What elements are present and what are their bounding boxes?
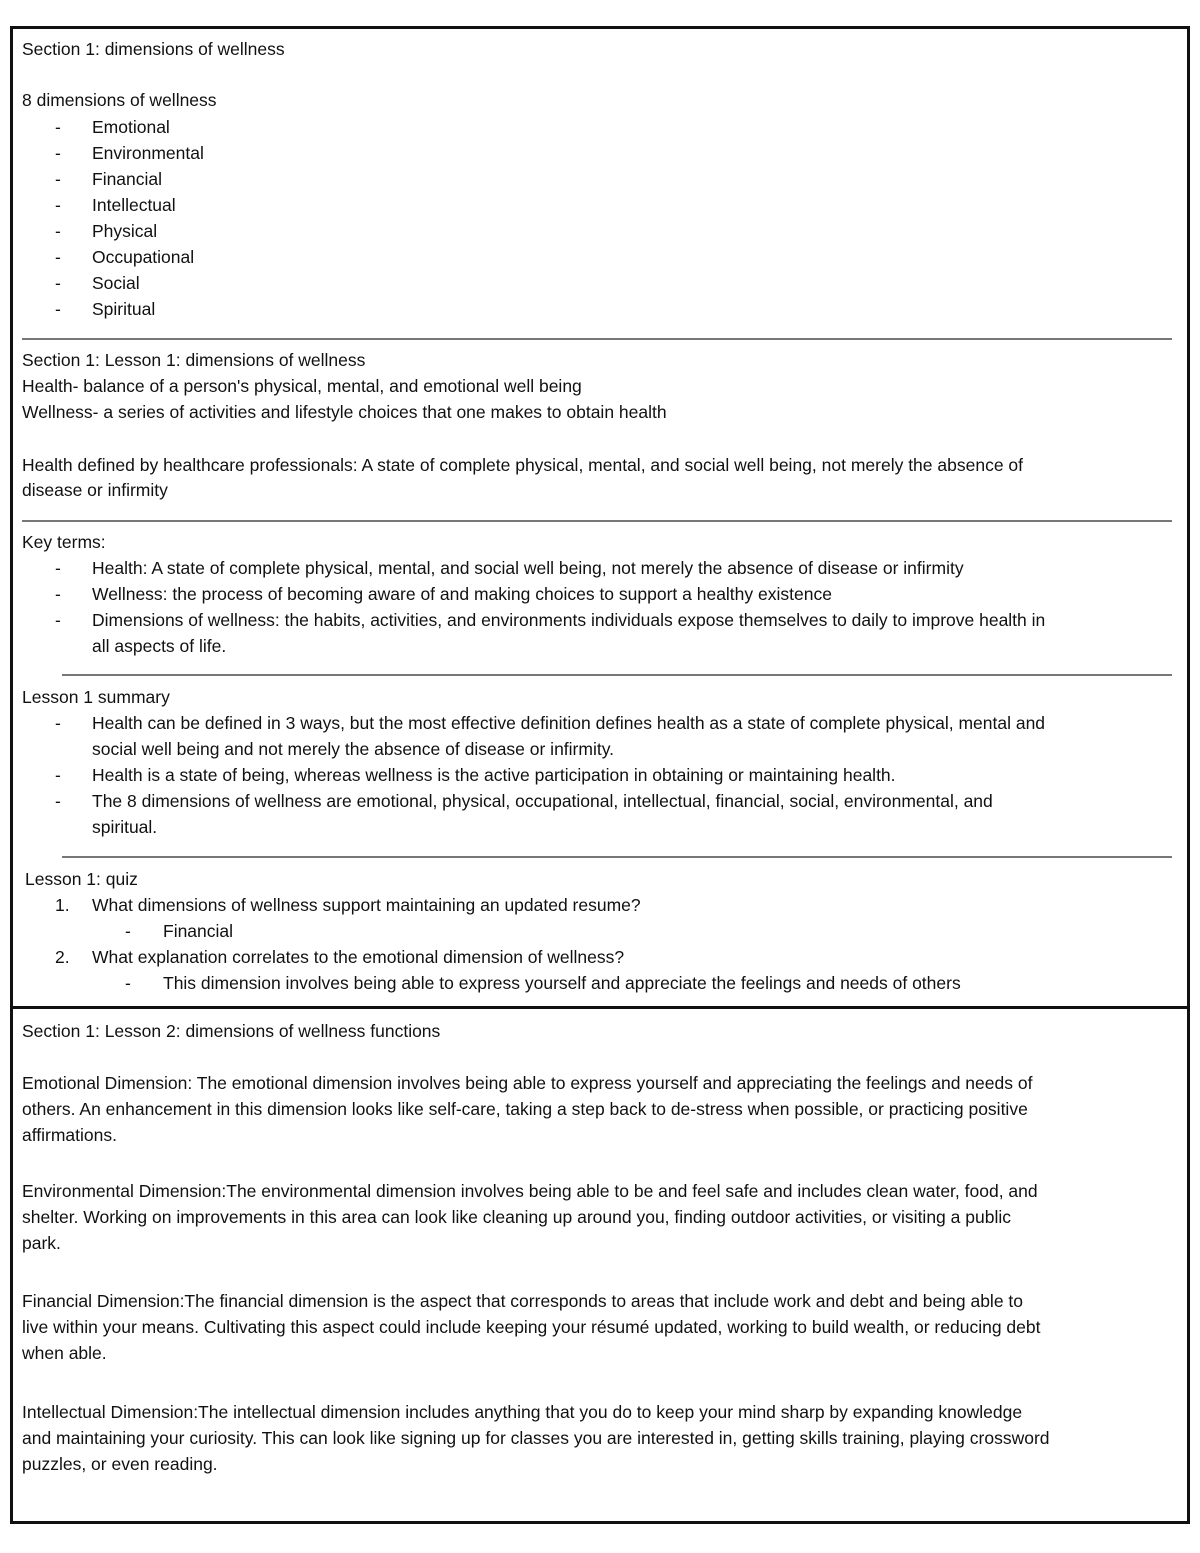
list-item: Intellectual	[92, 195, 176, 215]
key-terms-title: Key terms:	[22, 532, 106, 552]
summary-title: Lesson 1 summary	[22, 687, 170, 707]
emotional-paragraph-line: others. An enhancement in this dimension looks like self-care, taking a step back to de-stress when possible, or practicing positive	[22, 1099, 1028, 1119]
bullet-dash: -	[55, 117, 61, 137]
quiz-title: Lesson 1: quiz	[25, 869, 138, 889]
quiz-question: What explanation correlates to the emotional dimension of wellness?	[92, 947, 625, 967]
divider	[22, 520, 1172, 522]
financial-paragraph-line: when able.	[22, 1343, 107, 1363]
professional-definition-line: disease or infirmity	[22, 480, 168, 500]
emotional-paragraph-line: Emotional Dimension: The emotional dimension involves being able to express yourself and appreciating the feelings and needs of	[22, 1073, 1033, 1093]
summary-line: Health can be defined in 3 ways, but the most effective definition defines health as a state of complete physical, mental and	[92, 713, 1046, 733]
bullet-dash: -	[55, 558, 61, 578]
question-number: 1.	[55, 895, 70, 915]
summary-line: Health is a state of being, whereas wellness is the active participation in obtaining or maintaining health.	[92, 765, 896, 785]
section-1-title: Section 1: dimensions of wellness	[22, 39, 285, 59]
bullet-dash: -	[55, 610, 61, 630]
financial-paragraph-line: live within your means. Cultivating this aspect could include keeping your résumé updated, working to build wealth, or reducing debt	[22, 1317, 1041, 1337]
bullet-dash: -	[55, 584, 61, 604]
bullet-dash: -	[55, 273, 61, 293]
quiz-answer: Financial	[163, 921, 234, 941]
bullet-dash: -	[55, 221, 61, 241]
financial-paragraph-line: Financial Dimension:The financial dimension is the aspect that corresponds to areas that include work and debt and being able to	[22, 1291, 1024, 1311]
bullet-dash: -	[125, 973, 131, 993]
intellectual-paragraph-line: Intellectual Dimension:The intellectual dimension includes anything that you do to keep your mind sharp by expanding knowledge	[22, 1402, 1023, 1422]
lesson-1-title: Section 1: Lesson 1: dimensions of wellness	[22, 350, 366, 370]
list-item: Environmental	[92, 143, 204, 163]
lesson-2-title: Section 1: Lesson 2: dimensions of wellness functions	[22, 1021, 441, 1041]
professional-definition-line: Health defined by healthcare professionals: A state of complete physical, mental, and social well being, not merely the absence of	[22, 455, 1024, 475]
key-term-item: Health: A state of complete physical, mental, and social well being, not merely the absence of disease or infirmity	[92, 558, 964, 578]
summary-line: spiritual.	[92, 817, 158, 837]
key-term-item-continued: all aspects of life.	[92, 636, 227, 656]
emotional-paragraph-line: affirmations.	[22, 1125, 117, 1145]
bullet-dash: -	[55, 247, 61, 267]
quiz-answer: This dimension involves being able to express yourself and appreciate the feelings and needs of others	[163, 973, 961, 993]
bullet-dash: -	[55, 713, 61, 733]
dimensions-list-heading: 8 dimensions of wellness	[22, 90, 217, 110]
bullet-dash: -	[55, 143, 61, 163]
bullet-dash: -	[55, 299, 61, 319]
list-item: Occupational	[92, 247, 195, 267]
key-term-item: Dimensions of wellness: the habits, activities, and environments individuals expose themselves to daily to improve health in	[92, 610, 1046, 630]
bullet-dash: -	[55, 169, 61, 189]
list-item: Financial	[92, 169, 163, 189]
summary-line: social well being and not merely the absence of disease or infirmity.	[92, 739, 615, 759]
intellectual-paragraph-line: and maintaining your curiosity. This can look like signing up for classes you are interested in, getting skills training, playing crossword	[22, 1428, 1050, 1448]
bullet-dash: -	[55, 195, 61, 215]
environmental-paragraph-line: Environmental Dimension:The environmental dimension involves being able to be and feel safe and includes clean water, food, and	[22, 1181, 1038, 1201]
list-item: Physical	[92, 221, 158, 241]
wellness-definition: Wellness- a series of activities and lifestyle choices that one makes to obtain health	[22, 402, 667, 422]
health-definition: Health- balance of a person's physical, mental, and emotional well being	[22, 376, 582, 396]
list-item: Emotional	[92, 117, 170, 137]
divider	[62, 674, 1172, 676]
environmental-paragraph-line: shelter. Working on improvements in this area can look like cleaning up around you, finding outdoor activities, or visiting a public	[22, 1207, 1011, 1227]
bullet-dash: -	[55, 765, 61, 785]
notes-frame-section-1	[10, 26, 1190, 1009]
divider	[62, 856, 1172, 858]
bullet-dash: -	[125, 921, 131, 941]
summary-line: The 8 dimensions of wellness are emotional, physical, occupational, intellectual, financial, social, environmental, and	[92, 791, 993, 811]
divider	[22, 338, 1172, 340]
bullet-dash: -	[55, 791, 61, 811]
intellectual-paragraph-line: puzzles, or even reading.	[22, 1454, 218, 1474]
environmental-paragraph-line: park.	[22, 1233, 61, 1253]
quiz-question: What dimensions of wellness support maintaining an updated resume?	[92, 895, 641, 915]
list-item: Spiritual	[92, 299, 156, 319]
list-item: Social	[92, 273, 140, 293]
question-number: 2.	[55, 947, 70, 967]
key-term-item: Wellness: the process of becoming aware of and making choices to support a healthy existence	[92, 584, 832, 604]
